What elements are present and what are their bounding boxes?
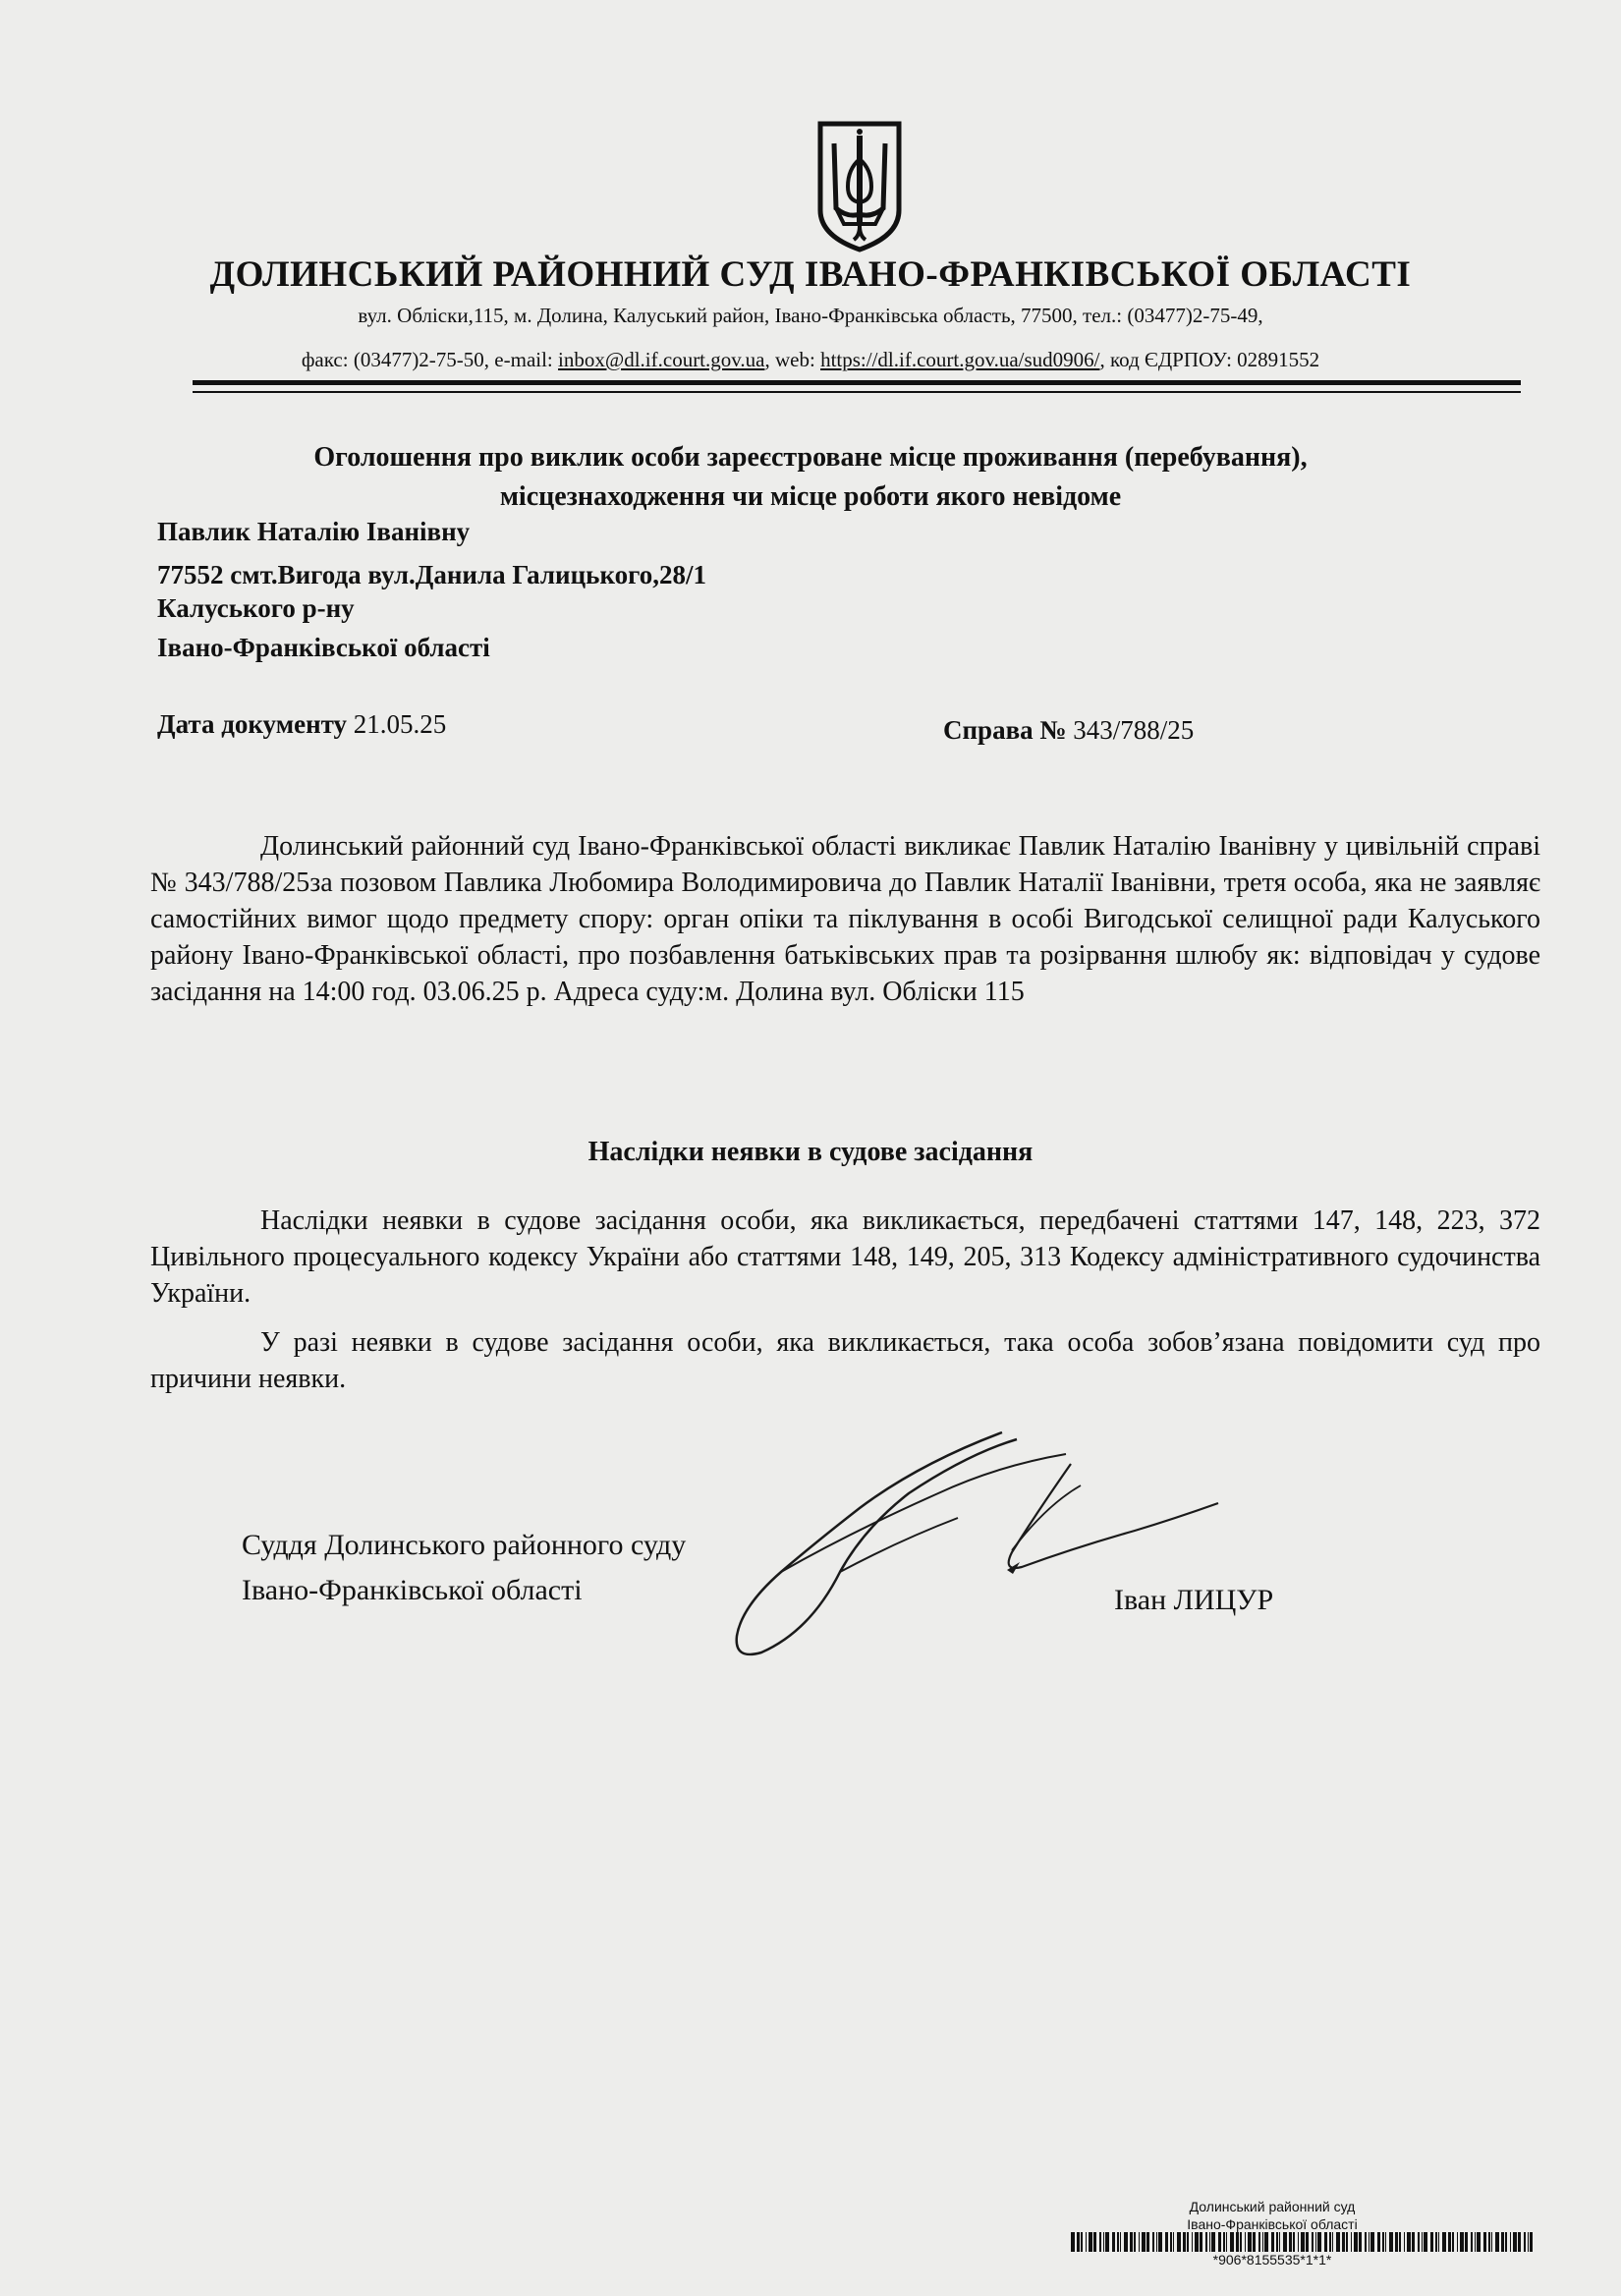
- case-number: [943, 715, 1194, 746]
- notification-paragraph: У разі неявки в судове засідання особи, яка викликається, така особа зобов’язана повідомити суд про причини неявки.: [150, 1327, 1540, 1394]
- recipient-address-line2: Калуського р-ну: [157, 593, 355, 623]
- stamp-court-line2: Івано-Франківської області: [1187, 2216, 1358, 2232]
- barcode-number: *906*8155535*1*1*: [1212, 2252, 1332, 2268]
- court-contacts: [0, 348, 1621, 372]
- web-label: , web:: [764, 348, 821, 371]
- handwritten-signature: [722, 1425, 1243, 1670]
- judge-title-line1: Суддя Долинського районного суду: [242, 1529, 687, 1561]
- notice-title-line1: Оголошення про виклик особи зареєстроване місце проживання (перебування),: [313, 442, 1308, 473]
- document-date-label: Дата документу: [157, 709, 348, 739]
- notice-title-line2: місцезнаходження чи місце роботи якого невідоме: [499, 481, 1122, 512]
- case-number-value: 343/788/25: [1066, 715, 1195, 745]
- recipient-address-line3: Івано-Франківської області: [157, 633, 490, 662]
- header-divider-thick: [193, 380, 1521, 385]
- case-number-label: Справа №: [943, 715, 1067, 745]
- document-date: [157, 709, 446, 740]
- judge-title-line2: Івано-Франківської області: [242, 1574, 583, 1606]
- consequences-title: Наслідки неявки в судове засідання: [587, 1137, 1034, 1167]
- judge-name: Іван ЛИЦУР: [1114, 1584, 1274, 1616]
- recipient-address-line1: 77552 смт.Вигода вул.Данила Галицького,28/1: [157, 560, 706, 589]
- header-divider-thin: [193, 391, 1521, 393]
- barcode-icon: [1071, 2232, 1533, 2252]
- consequences-paragraph: Наслідки неявки в судове засідання особи, яка викликається, передбачені статтями 147, 148, 223, 372 Цивільного процесуального кодексу України або статтями 148, 149, 205, 313 Кодексу адміністративного судочинства України.: [150, 1205, 1540, 1309]
- website-link[interactable]: https://dl.if.court.gov.ua/sud0906/: [820, 348, 1100, 371]
- stamp-court-line1: Долинський районний суд: [1189, 2199, 1356, 2214]
- summons-paragraph: Долинський районний суд Івано-Франківської області викликає Павлик Наталію Іванівну у цивільній справі № 343/788/25за позовом Павлика Любомира Володимировича до Павлик Наталії Іванівни, третя особа, яка не заявляє самостійних вимог щодо предмету спору: орган опіки та піклування в особі Вигодської селищної ради Калуського району Івано-Франківської області, про позбавлення батьківських прав та розірвання шлюбу як: відповідач у судове засідання на 14:00 год. 03.06.25 р. Адреса суду:м. Долина вул. Обліски 115: [150, 831, 1540, 1007]
- fax-text: факс: (03477)2-75-50, e-mail:: [301, 348, 559, 371]
- court-address: вул. Обліски,115, м. Долина, Калуський район, Івано-Франківська область, 77500, тел.: (03477)2-75-49,: [358, 304, 1263, 327]
- recipient-name: Павлик Наталію Іванівну: [157, 517, 471, 546]
- coat-of-arms-icon: [814, 120, 905, 253]
- email-link[interactable]: inbox@dl.if.court.gov.ua: [558, 348, 765, 371]
- document-date-value: 21.05.25: [347, 709, 447, 739]
- court-name: ДОЛИНСЬКИЙ РАЙОННИЙ СУД ІВАНО-ФРАНКІВСЬКОЇ ОБЛАСТІ: [209, 254, 1412, 295]
- edrpou-text: , код ЄДРПОУ: 02891552: [1099, 348, 1320, 371]
